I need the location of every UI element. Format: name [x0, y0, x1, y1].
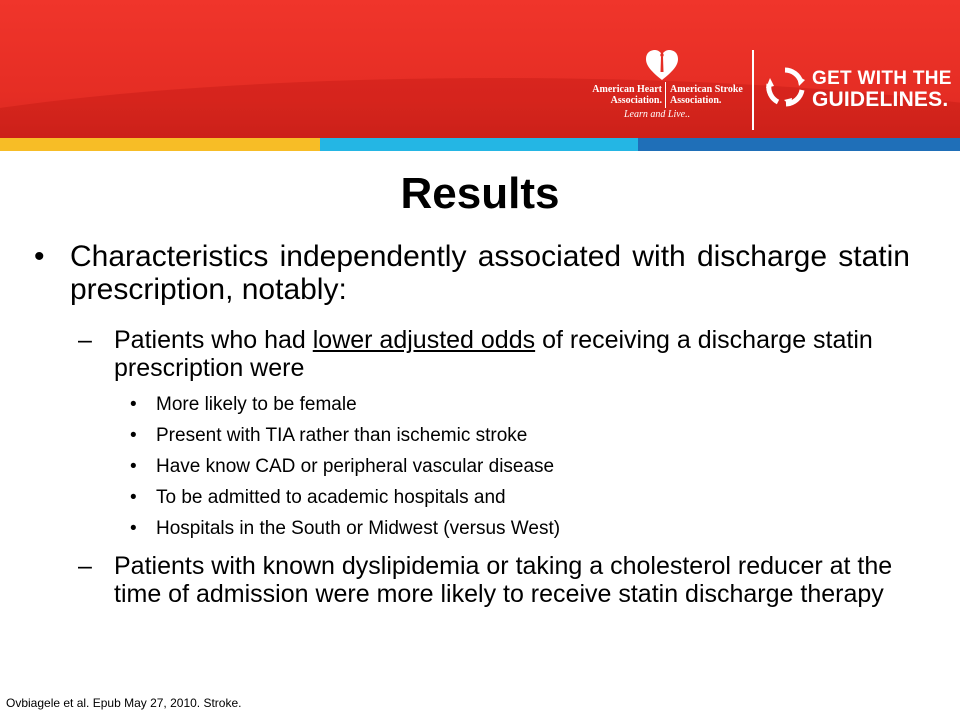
color-bar-light-blue	[320, 138, 638, 151]
color-bar-yellow	[0, 138, 320, 151]
circular-arrows-icon	[764, 66, 806, 108]
bullet-dash: –	[78, 326, 92, 354]
bullet-dash: –	[78, 552, 92, 580]
bullet-dot: •	[34, 240, 45, 273]
citation: Ovbiagele et al. Epub May 27, 2010. Stroke.	[6, 696, 242, 710]
aha-tagline: Learn and Live..	[624, 109, 691, 120]
bullet-level1-text: Characteristics independently associated with discharge statin prescription, notably:	[70, 240, 910, 306]
aha-asa-logo	[576, 48, 746, 122]
gwtg-line2: GUIDELINES.	[812, 88, 949, 111]
bullet-dot: •	[130, 425, 137, 446]
logo-inner-divider	[665, 82, 666, 108]
color-bar-blue	[638, 138, 960, 151]
aha-wordmark: American Heart Association.	[592, 84, 662, 106]
gwtg-logo	[764, 64, 954, 114]
underlined-phrase: lower adjusted odds	[312, 326, 536, 354]
heart-torch-icon	[644, 48, 680, 82]
bullet-level2-text: Patients who had lower adjusted odds of receiving a discharge statin prescription were	[114, 326, 873, 382]
asa-wordmark: American Stroke Association.	[670, 84, 743, 106]
logo-divider	[752, 50, 754, 130]
bullet-dot: •	[130, 518, 137, 539]
bullet-dot: •	[130, 456, 137, 477]
gwtg-line1: GET WITH THE	[812, 68, 952, 89]
bullet-dot: •	[130, 394, 137, 415]
bullet-dot: •	[130, 487, 137, 508]
bullet-level2-text: Patients with known dyslipidemia or taking a cholesterol reducer at the time of admission were more likely to receive statin discharge therapy	[114, 552, 893, 608]
slide-title: Results	[400, 169, 560, 218]
